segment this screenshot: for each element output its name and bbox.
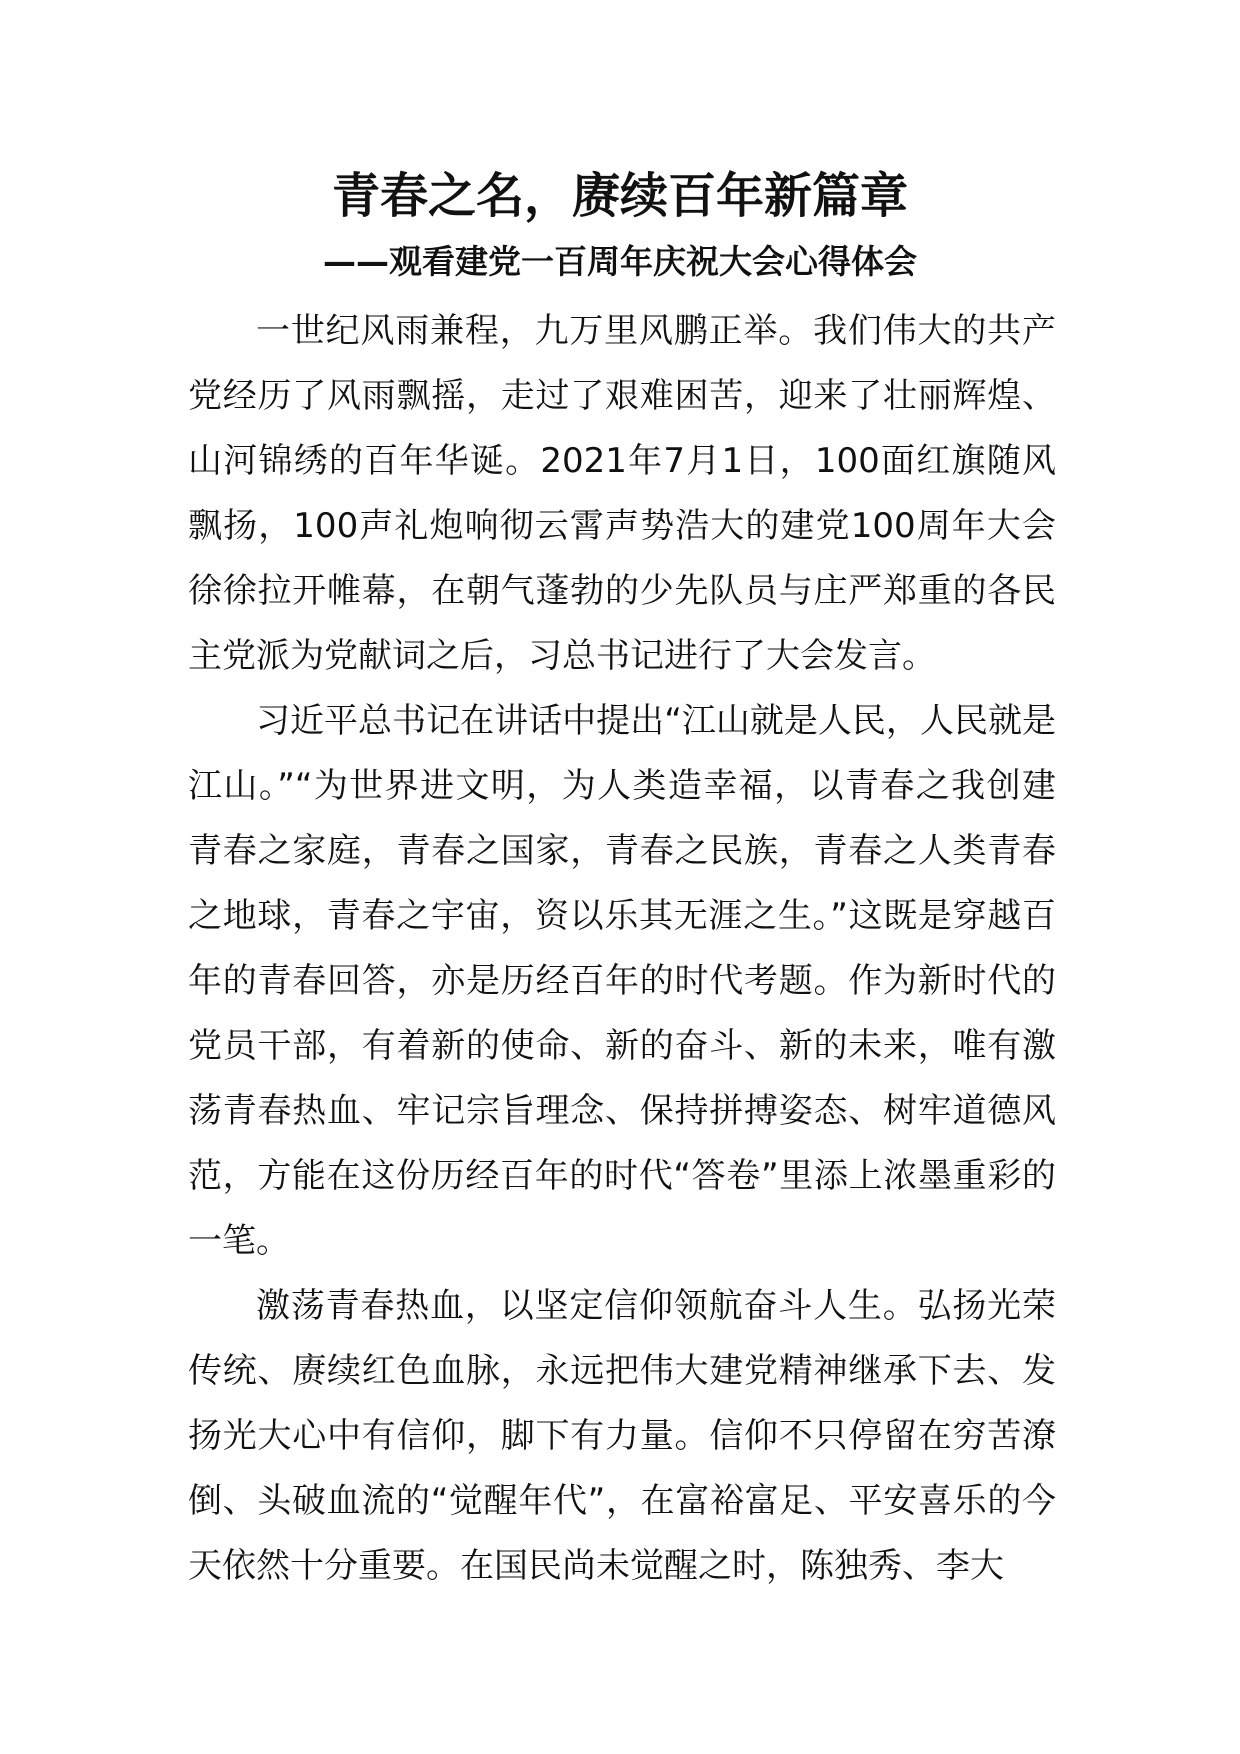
paragraph-3: 激荡青春热血，以坚定信仰领航奋斗人生。弘扬光荣传统、赓续红色血脉，永远把伟大建党精神继承下去、发扬光大心中有信仰，脚下有力量。信仰不只停留在穷苦潦倒、头破血流的“觉醒年代”，在富裕富足、平安喜乐的今天依然十分重要。在国民尚未觉醒之时，陈独秀、李大 [188, 1286, 1056, 1586]
paragraph-2: 习近平总书记在讲话中提出“江山就是人民，人民就是江山。”“为世界进文明，为人类造幸福，以青春之我创建青春之家庭，青春之国家，青春之民族，青春之人类青春之地球，青春之宇宙，资以乐其无涯之生。”这既是穿越百年的青春回答，亦是历经百年的时代考题。作为新时代的党员干部，有着新的使命、新的奋斗、新的未来，唯有激荡青春热血、牢记宗旨理念、保持拼搏姿态、树牢道德风范，方能在这份历经百年的时代“答卷”里添上浓墨重彩的一笔。 [188, 701, 1056, 1261]
document-title: 青春之名，赓续百年新篇章 [331, 168, 908, 224]
document-subtitle: ——观看建党一百周年庆祝大会心得体会 [323, 242, 917, 281]
document-body [188, 299, 1056, 1599]
paragraph-1: 一世纪风雨兼程，九万里风鹏正举。我们伟大的共产党经历了风雨飘摇，走过了艰难困苦，迎来了壮丽辉煌、山河锦绣的百年华诞。2021年7月1日，100面红旗随风飘扬，100声礼炮响彻云霄声势浩大的建党100周年大会徐徐拉开帷幕，在朝气蓬勃的少先队员与庄严郑重的各民主党派为党献词之后，习总书记进行了大会发言。 [188, 311, 1056, 676]
